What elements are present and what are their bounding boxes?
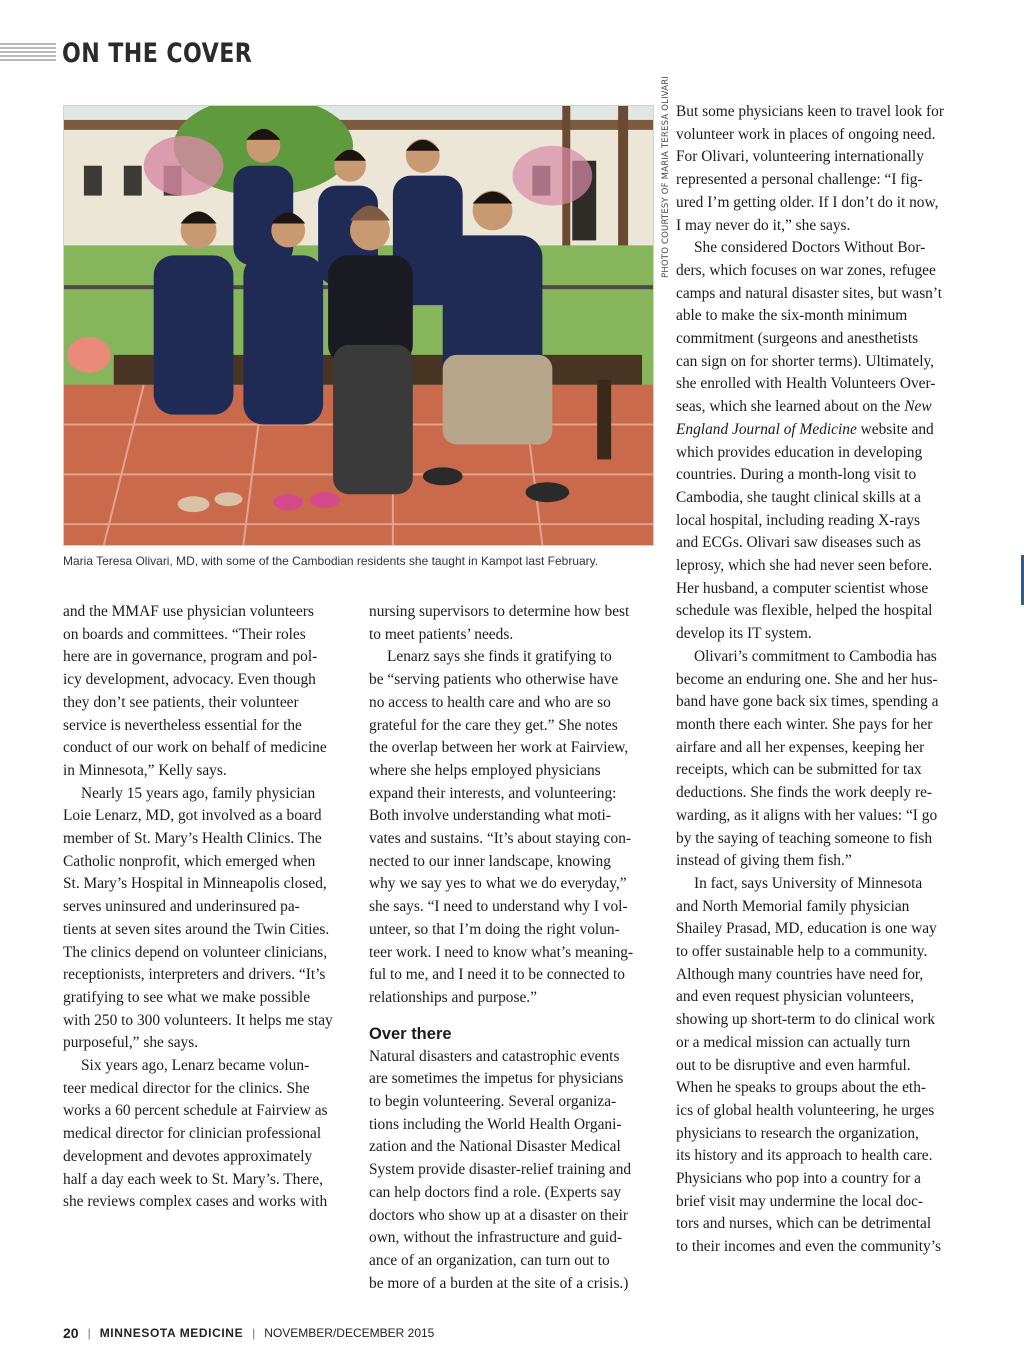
text-line: deductions. She finds the work deeply re- [676,784,933,802]
text-line: Loie Lenarz, MD, got involved as a board [63,807,322,825]
text-line: why we say yes to what we do everyday,” [369,875,627,893]
text-line: in Minnesota,” Kelly says. [63,761,227,779]
text-line: volunteer work in places of ongoing need. [676,125,936,143]
text-line: teer work. I need to know what’s meaning- [369,943,634,961]
text-line: she enrolled with Health Volunteers Over- [676,375,936,393]
text-line: ics of global health volunteering, he urges [676,1101,935,1119]
text-span: website and [856,420,934,438]
text-line: nursing supervisors to determine how best [369,603,630,620]
text-line: unteer, so that I’m doing the right volun- [369,920,620,938]
text-line: commitment (surgeons and anesthetists [676,330,919,348]
text-line: be more of a burden at the site of a crisis.) [369,1274,629,1292]
text-line: with 250 to 300 volunteers. It helps me stay [63,1011,333,1029]
text-line: showing up short-term to do clinical work [676,1011,936,1029]
journal-title-italic: England Journal of Medicine [676,420,857,438]
text-line: conduct of our work on behalf of medicine [63,739,327,757]
text-line: ders, which focuses on war zones, refugee [676,261,936,279]
text-line: Olivari’s commitment to Cambodia has [694,647,937,665]
text-line: tients at seven sites around the Twin Cities. [63,920,330,938]
text-line: Lenarz says she finds it gratifying to [387,648,612,666]
text-line: instead of giving them fish.” [676,852,852,870]
text-line: by the saying of teaching someone to fish [676,829,933,847]
text-line: gratifying to see what we make possible [63,988,311,1006]
journal-title-italic: New [904,398,932,416]
text-line: local hospital, including reading X-rays [676,511,921,529]
text-line: purposeful,” she says. [63,1034,199,1052]
text-line: Although many countries have need for, [676,965,924,983]
text-line: schedule was flexible, helped the hospital [676,602,933,620]
text-line: to meet patients’ needs. [369,625,514,643]
text-line: tions including the World Health Organi- [369,1115,622,1133]
text-line: For Olivari, volunteering internationally [676,148,924,166]
text-line: and North Memorial family physician [676,897,910,915]
text-line: Her husband, a computer scientist whose [676,579,929,597]
text-line: Natural disasters and catastrophic events [369,1047,620,1065]
text-line: When he speaks to groups about the eth- [676,1079,927,1097]
text-line: to their incomes and even the community’s [676,1238,941,1256]
text-line: Physicians who pop into a country for a [676,1170,921,1188]
text-line [676,396,968,419]
text-line: to offer sustainable help to a community. [676,943,928,961]
text-line: the overlap between her work at Fairview, [369,739,629,757]
text-line: member of St. Mary’s Health Clinics. The [63,830,322,848]
article-column-3 [676,101,968,1259]
article-column-1 [63,601,355,1214]
footer-separator: | [252,1326,256,1340]
text-line: here are in governance, program and pol- [63,648,318,666]
text-line: its history and its approach to health care. [676,1147,933,1165]
header-stripes-decoration [0,43,56,63]
text-line: brief visit may undermine the local doc- [676,1192,924,1210]
text-line: nected to our inner landscape, knowing [369,852,611,870]
text-line: The clinics depend on volunteer clinicians, [63,943,328,961]
text-line: Six years ago, Lenarz became volun- [81,1057,310,1075]
text-line: can help doctors find a role. (Experts say [369,1183,622,1201]
text-line: where she helps employed physicians [369,761,601,779]
text-line: develop its IT system. [676,625,812,643]
text-line: relationships and purpose.” [369,988,537,1006]
text-line: band have gone back six times, spending a [676,693,939,711]
text-line: zation and the National Disaster Medical [369,1138,621,1156]
text-line: Shailey Prasad, MD, education is one way [676,920,937,938]
text-line: St. Mary’s Hospital in Minneapolis closed, [63,875,327,893]
text-line: no access to health care and who are so [369,693,611,711]
text-line: ful to me, and I need it to be connected to [369,966,625,984]
text-line: tors and nurses, which can be detrimental [676,1215,932,1233]
text-line: expand their interests, and volunteering: [369,784,617,802]
text-line: month there each winter. She pays for her [676,715,933,733]
text-line: countries. During a month-long visit to [676,466,917,484]
text-line: ured I’m getting older. If I don’t do it now, [676,193,939,211]
text-line: development and devotes approximately [63,1147,313,1165]
text-line: serves uninsured and underinsured pa- [63,898,300,916]
magazine-name: MINNESOTA MEDICINE [99,1326,244,1340]
text-line: Both involve understanding what moti- [369,807,611,825]
text-line: works a 60 percent schedule at Fairview as [63,1102,328,1120]
text-line: and the MMAF use physician volunteers [63,603,314,620]
text-line: But some physicians keen to travel look for [676,103,944,120]
text-line: and even request physician volunteers, [676,988,915,1006]
text-line: grateful for the care they get.” She notes [369,716,618,734]
text-line: physicians to research the organization, [676,1124,919,1142]
text-line: ance of an organization, can turn out to [369,1251,610,1269]
text-line: can sign on for shorter terms). Ultimately, [676,352,935,370]
text-line: System provide disaster-relief training and [369,1161,632,1179]
page-number: 20 [63,1325,79,1341]
text-line: icy development, advocacy. Even though [63,671,316,689]
text-line: medical director for clinician professional [63,1125,322,1143]
text-line: teer medical director for the clinics. She [63,1079,310,1097]
text-line: vates and sustains. “It’s about staying con- [369,830,632,848]
text-line: She considered Doctors Without Bor- [694,239,926,257]
text-line: be “serving patients who otherwise have [369,671,619,689]
text-line: receipts, which can be submitted for tax [676,761,922,779]
text-line: half a day each week to St. Mary’s. There, [63,1170,323,1188]
photo-caption: Maria Teresa Olivari, MD, with some of the Cambodian residents she taught in Kampot last February. [63,554,599,568]
text-span: seas, which she learned about on the [676,398,905,416]
section-title: ON THE COVER [62,37,253,69]
issue-date: NOVEMBER/DECEMBER 2015 [264,1326,435,1340]
text-line: Cambodia, she taught clinical skills at a [676,488,921,506]
text-line: Nearly 15 years ago, family physician [81,784,316,802]
text-line: Catholic nonprofit, which emerged when [63,852,316,870]
text-line: which provides education in developing [676,443,923,461]
text-line: they don’t see patients, their volunteer [63,693,299,711]
text-line: represented a personal challenge: “I fig- [676,171,923,189]
text-line: camps and natural disaster sites, but wasn’t [676,284,942,302]
text-line: I may never do it,” she says. [676,216,851,234]
text-line: become an enduring one. She and her hus- [676,670,938,688]
subheading-over-there: Over there [369,1024,452,1043]
text-line: she says. “I need to understand why I vol- [369,898,628,916]
text-line: out to be disruptive and even harmful. [676,1056,911,1074]
text-line: or a medical mission can actually turn [676,1033,911,1051]
text-line: service is nevertheless essential for the [63,716,302,734]
text-line: she reviews complex cases and works with [63,1193,328,1211]
cover-photo [63,105,654,546]
text-line: to begin volunteering. Several organiza- [369,1093,617,1111]
footer-separator: | [87,1326,91,1340]
text-line: doctors who show up at a disaster on their [369,1206,629,1224]
text-line: warding, as it aligns with her values: “I go [676,806,938,824]
text-line: able to make the six-month minimum [676,307,908,325]
group-photo-illustration [64,106,653,545]
text-line: on boards and committees. “Their roles [63,625,306,643]
section-header [0,36,294,70]
text-line: In fact, says University of Minnesota [694,874,923,892]
text-line: leprosy, which she had never seen before. [676,557,933,575]
article-column-2 [369,601,661,1295]
photo-credit: PHOTO COURTESY OF MARIA TERESA OLIVARI [661,75,671,278]
text-line: airfare and all her expenses, keeping her [676,738,925,756]
text-line [676,419,968,442]
text-line: own, without the infrastructure and guid- [369,1229,623,1247]
text-line: receptionists, interpreters and drivers. “It’s [63,966,326,984]
text-line: are sometimes the impetus for physicians [369,1070,624,1088]
page-footer [63,1325,434,1341]
text-line: and ECGs. Olivari saw diseases such as [676,534,921,552]
